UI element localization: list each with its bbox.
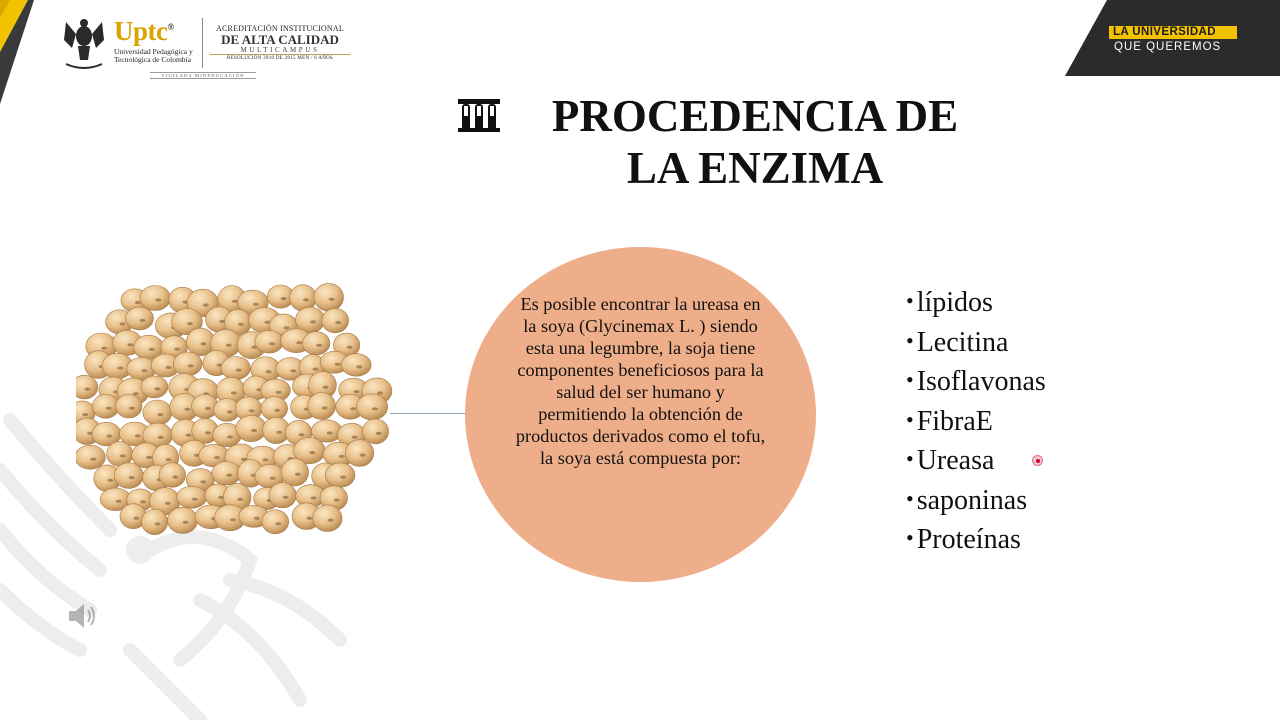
component-item [906, 363, 1046, 403]
soybean-hilum [85, 388, 91, 391]
soybean [262, 510, 289, 534]
soybean-hilum [274, 409, 280, 412]
soybean-hilum [133, 517, 139, 520]
soybean-hilum [227, 435, 233, 438]
soybean-hilum [313, 368, 319, 371]
soybean-hilum [335, 363, 341, 366]
soybean-hilum [200, 480, 206, 483]
soybean [281, 458, 308, 486]
soybean-hilum [347, 346, 353, 349]
soybean-hilum [166, 458, 172, 461]
soybean [269, 483, 296, 508]
soybean-hilum [254, 517, 260, 520]
soybean [173, 352, 202, 376]
soybean-hilum [226, 474, 232, 477]
slide-title-line2: LA ENZIMA [626, 143, 884, 193]
bullet-icon: • [906, 288, 914, 313]
soybean [236, 415, 267, 441]
soybean-hilum [205, 431, 211, 434]
university-name: Universidad Pedagógica y Tecnológica de Colombia [114, 47, 193, 64]
component-label: Proteínas [916, 524, 1021, 555]
soybean [363, 419, 389, 444]
slide-title-line1: PROCEDENCIA DE [551, 91, 959, 141]
soybean [92, 394, 119, 418]
soybean-hilum [187, 322, 193, 325]
soybean-hilum [166, 366, 172, 369]
soybean-hilum [236, 369, 242, 372]
soybean-hilum [276, 431, 282, 434]
accreditation-block [210, 24, 350, 61]
soybeans-image [76, 278, 394, 550]
soybean-hilum [283, 496, 289, 499]
soybean-hilum [270, 477, 276, 480]
soybean-hilum [284, 326, 290, 329]
badge-line2: QUE QUEREMOS [1114, 41, 1222, 53]
bullet-icon: • [906, 446, 914, 471]
soybean-hilum [231, 391, 237, 394]
university-badge [1065, 0, 1280, 76]
university-header [62, 14, 352, 84]
soybean-hilum [263, 458, 269, 461]
accreditation-line2: DE ALTA CALIDAD [221, 32, 339, 47]
soybean-hilum [214, 456, 220, 459]
component-item [906, 482, 1046, 522]
soybean [221, 357, 250, 380]
soybean-hilum [266, 370, 272, 373]
soybean [325, 463, 355, 487]
soybean [356, 394, 387, 420]
soybean-hilum [230, 518, 236, 521]
soybean-hilum [133, 392, 139, 395]
soybean-hilum [188, 364, 194, 367]
soybean-hilum [329, 298, 335, 301]
soybean-hilum [107, 479, 113, 482]
soybean-hilum [310, 320, 316, 323]
soybean-hilum [316, 344, 322, 347]
component-item [906, 442, 1046, 482]
components-list [906, 284, 1046, 561]
uptc-logo-text: Uptc® [114, 16, 174, 46]
soybean [308, 393, 336, 420]
component-label: FibraE [916, 405, 993, 437]
soybean-hilum [158, 436, 164, 439]
soybean [114, 463, 143, 489]
soybean-hilum [146, 456, 152, 459]
soybean-hilum [127, 343, 133, 346]
soybean-hilum [226, 344, 232, 347]
soybean [76, 445, 105, 469]
component-label: Isoflavonas [916, 366, 1046, 397]
component-item [906, 284, 1046, 324]
soybean-hilum [303, 298, 309, 301]
soybean-hilum [340, 476, 346, 479]
soybean-hilum [299, 433, 305, 436]
soybean-hilum [135, 434, 141, 437]
component-item [906, 324, 1046, 364]
soybean-hilum [155, 298, 161, 301]
soybean-hilum [155, 522, 161, 525]
soybean-hilum [90, 458, 96, 461]
soybean [142, 509, 168, 534]
soybean-hilum [201, 342, 207, 345]
component-label: Lecitina [916, 326, 1009, 358]
soybean-hilum [322, 406, 328, 409]
soybean-hilum [165, 502, 171, 505]
laser-pointer-icon [1032, 455, 1043, 466]
soybean-hilum [82, 413, 88, 416]
soybean-hilum [281, 297, 287, 300]
soybean-hilum [307, 517, 313, 520]
soybean-hilum [253, 303, 259, 306]
soybean-hilum [192, 498, 198, 501]
accreditation-line1: ACREDITACIÓN INSTITUCIONAL [216, 24, 344, 33]
soybean-hilum [249, 409, 255, 412]
slide-title [520, 90, 990, 194]
soybean-hilum [352, 436, 358, 439]
header-divider [202, 18, 203, 68]
soybean-hilum [251, 429, 257, 432]
accreditation-line4: RESOLUCIÓN 3910 DE 2015 MEN / 6 AÑOS [226, 56, 334, 61]
soybean-hilum [311, 496, 317, 499]
soybean-hilum [350, 407, 356, 410]
soybean-hilum [172, 475, 178, 478]
soybean [76, 375, 98, 399]
corner-decoration [0, 0, 60, 110]
soybean-hilum [360, 454, 366, 457]
soybean-hilum [203, 303, 209, 306]
soybean-hilum [376, 432, 382, 435]
connector-line [390, 413, 466, 414]
vigilada-label: VIGILADA MINEDUCACIÓN [150, 72, 256, 79]
soybean-hilum [377, 391, 383, 394]
soybean-hilum [157, 413, 163, 416]
soybean [345, 440, 373, 467]
soybean-hilum [238, 323, 244, 326]
soybean-hilum [183, 521, 189, 524]
soybean-hilum [184, 408, 190, 411]
soybean [261, 396, 288, 420]
soybean-hilum [106, 435, 112, 438]
soybean [303, 332, 330, 355]
soybean [322, 308, 349, 332]
component-label: Ureasa [916, 445, 995, 476]
soybean-hilum [334, 499, 340, 502]
soybean-hilum [372, 407, 378, 410]
soybean [168, 507, 198, 533]
bullet-icon: • [906, 406, 914, 432]
soybean-hilum [353, 390, 359, 393]
bullet-icon: • [906, 327, 914, 353]
soybean-hilum [356, 365, 362, 368]
soybean-hilum [186, 434, 192, 437]
soybean [341, 354, 371, 377]
soybean-hilum [141, 369, 147, 372]
soybean-hilum [339, 455, 345, 458]
soybean-hilum [119, 322, 125, 325]
soybean [212, 462, 241, 485]
test-tubes-icon [456, 95, 502, 133]
soybean-hilum [296, 341, 302, 344]
soybean-hilum [106, 407, 112, 410]
soybean-hilum [154, 387, 160, 390]
bullet-icon: • [906, 367, 914, 392]
soybean [159, 463, 186, 488]
bullet-icon: • [906, 485, 914, 511]
component-item [906, 521, 1046, 561]
soybean [140, 286, 170, 311]
soybean-hilum [129, 407, 135, 410]
component-label: lípidos [916, 287, 993, 318]
component-label: saponinas [916, 484, 1028, 516]
speaker-icon[interactable] [66, 601, 100, 631]
soybean [314, 283, 344, 311]
soybean-hilum [323, 386, 329, 389]
soybean-hilum [237, 498, 243, 501]
soybean-hilum [140, 500, 146, 503]
soybean [177, 486, 207, 508]
soybean [143, 400, 172, 425]
soybean-hilum [290, 369, 296, 372]
bullet-icon: • [906, 525, 914, 550]
accreditation-line3: MULTICAMPUS [210, 46, 350, 55]
soybean-hilum [174, 348, 180, 351]
soybean [255, 331, 284, 354]
soybean-hilum [140, 319, 146, 322]
soybean-hilum [120, 454, 126, 457]
soybean-hilum [205, 407, 211, 410]
component-item [906, 403, 1046, 443]
soybean-hilum [295, 473, 301, 476]
soybean-hilum [269, 342, 275, 345]
soybean-hilum [275, 522, 281, 525]
soybean-hilum [309, 451, 315, 454]
soybean-hilum [335, 321, 341, 324]
soybean-hilum [327, 431, 333, 434]
eagle-crest-icon [62, 14, 106, 76]
soybean-hilum [149, 348, 155, 351]
soybean-hilum [101, 347, 107, 350]
soybean-hilum [327, 519, 333, 522]
soybean-hilum [129, 476, 135, 479]
soybean-hilum [116, 500, 122, 503]
description-text: Es posible encontrar la ureasa en la soya (Glycinemax L. ) siendo esta una legumbre, la soja tiene componentes beneficiosos para la salud del ser humano y permitiendo la obtención de productos derivados como el tofu, la soya está compuesta por: [515, 294, 766, 468]
soybean [313, 505, 342, 532]
soybean [126, 307, 154, 330]
soybean-hilum [117, 366, 123, 369]
soybean-hilum [135, 301, 141, 304]
soybean-hilum [276, 391, 282, 394]
soybean-hilum [227, 410, 233, 413]
soybean [141, 376, 168, 398]
badge-line1: LA UNIVERSIDAD [1109, 26, 1237, 39]
soybean [116, 394, 142, 418]
soybean-hilum [232, 300, 238, 303]
